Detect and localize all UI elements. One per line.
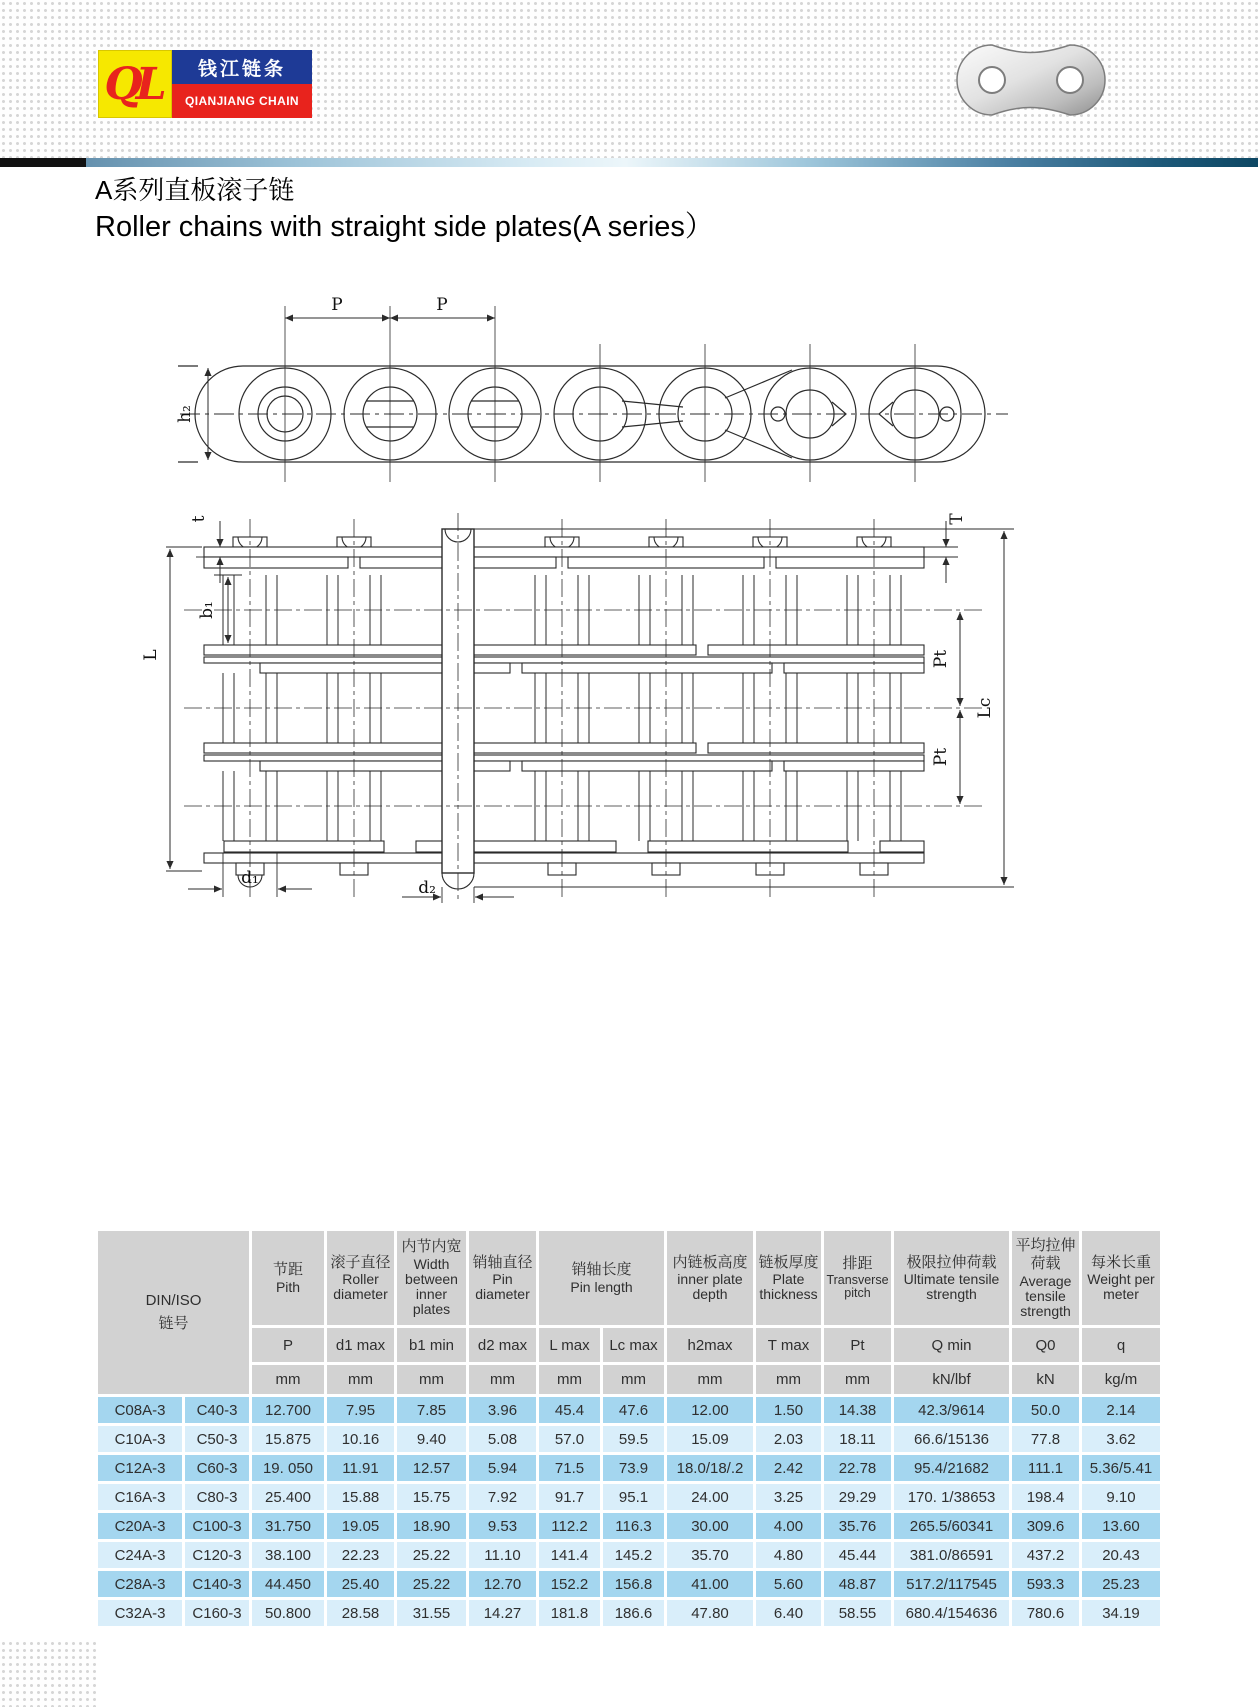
symbol-header: P bbox=[252, 1328, 324, 1362]
diagram-plan-view bbox=[140, 505, 1060, 905]
unit-header: kN/lbf bbox=[894, 1365, 1009, 1394]
table-cell: C60-3 bbox=[185, 1455, 249, 1481]
symbol-header: q bbox=[1082, 1328, 1160, 1362]
header-row-units bbox=[98, 1365, 1160, 1394]
table-cell: 5.60 bbox=[756, 1571, 821, 1597]
table-cell: 2.14 bbox=[1082, 1397, 1160, 1423]
table-cell: 437.2 bbox=[1012, 1542, 1079, 1568]
table-cell: 18.0/18/.2 bbox=[667, 1455, 753, 1481]
unit-header: mm bbox=[469, 1365, 536, 1394]
table-cell: 6.40 bbox=[756, 1600, 821, 1626]
table-cell: 198.4 bbox=[1012, 1484, 1079, 1510]
table-cell: 112.2 bbox=[539, 1513, 600, 1539]
table-cell: C16A-3 bbox=[98, 1484, 182, 1510]
plate-hole-left bbox=[979, 67, 1005, 93]
table-cell: 48.87 bbox=[824, 1571, 891, 1597]
symbol-header: T max bbox=[756, 1328, 821, 1362]
table-cell: 12.00 bbox=[667, 1397, 753, 1423]
table-cell: 30.00 bbox=[667, 1513, 753, 1539]
table-cell: 9.10 bbox=[1082, 1484, 1160, 1510]
table-cell: 25.400 bbox=[252, 1484, 324, 1510]
table-cell: 42.3/9614 bbox=[894, 1397, 1009, 1423]
table-cell: 19. 050 bbox=[252, 1455, 324, 1481]
table-row bbox=[98, 1542, 1160, 1568]
table-row bbox=[98, 1571, 1160, 1597]
table-cell: 11.10 bbox=[469, 1542, 536, 1568]
table-cell: 91.7 bbox=[539, 1484, 600, 1510]
column-header-pin-diameter: 销轴直径 Pin diameter bbox=[469, 1231, 536, 1325]
table-cell: C12A-3 bbox=[98, 1455, 182, 1481]
table-cell: 35.70 bbox=[667, 1542, 753, 1568]
table-cell: 25.23 bbox=[1082, 1571, 1160, 1597]
page-title-en: Roller chains with straight side plates(A series） bbox=[95, 211, 714, 243]
table-cell: 116.3 bbox=[603, 1513, 664, 1539]
table-cell: C80-3 bbox=[185, 1484, 249, 1510]
dim-label-p-right: P bbox=[436, 295, 448, 315]
dim-label-h2: h₂ bbox=[175, 405, 195, 423]
table-cell: 4.00 bbox=[756, 1513, 821, 1539]
table-cell: 9.40 bbox=[397, 1426, 466, 1452]
table-cell: 71.5 bbox=[539, 1455, 600, 1481]
table-cell: 29.29 bbox=[824, 1484, 891, 1510]
table-cell: 18.11 bbox=[824, 1426, 891, 1452]
column-header-pitch: 节距 Pith bbox=[252, 1231, 324, 1325]
symbol-header: Q0 bbox=[1012, 1328, 1079, 1362]
table-cell: 5.94 bbox=[469, 1455, 536, 1481]
table-cell: 10.16 bbox=[327, 1426, 394, 1452]
dim-label-d1: d₁ bbox=[241, 868, 259, 888]
header-row-groups bbox=[98, 1231, 1160, 1325]
logo-monogram: QL bbox=[104, 58, 160, 110]
dim-label-b1: b₁ bbox=[197, 601, 217, 619]
table-cell: C08A-3 bbox=[98, 1397, 182, 1423]
table-row bbox=[98, 1513, 1160, 1539]
table-cell: C140-3 bbox=[185, 1571, 249, 1597]
brand-name-en: QIANJIANG CHAIN bbox=[172, 84, 312, 118]
table-cell: 25.22 bbox=[397, 1542, 466, 1568]
symbol-header: Pt bbox=[824, 1328, 891, 1362]
table-cell: C160-3 bbox=[185, 1600, 249, 1626]
table-cell: 15.75 bbox=[397, 1484, 466, 1510]
unit-header: mm bbox=[667, 1365, 753, 1394]
table-cell: 780.6 bbox=[1012, 1600, 1079, 1626]
table-cell: C40-3 bbox=[185, 1397, 249, 1423]
symbol-header: d1 max bbox=[327, 1328, 394, 1362]
column-header-chain-no bbox=[98, 1231, 249, 1394]
table-cell: C24A-3 bbox=[98, 1542, 182, 1568]
table-cell: 57.0 bbox=[539, 1426, 600, 1452]
column-header-inner-plate-depth: 内链板高度 inner plate depth bbox=[667, 1231, 753, 1325]
diagram-side-view bbox=[140, 280, 1020, 490]
spec-table-head bbox=[98, 1231, 1160, 1394]
table-cell: 18.90 bbox=[397, 1513, 466, 1539]
dim-label-pt-upper: Pt bbox=[931, 649, 951, 669]
table-cell: 45.4 bbox=[539, 1397, 600, 1423]
table-cell: 3.25 bbox=[756, 1484, 821, 1510]
dim-label-d2: d₂ bbox=[418, 878, 436, 898]
table-cell: 41.00 bbox=[667, 1571, 753, 1597]
spec-table-body bbox=[98, 1397, 1160, 1626]
symbol-header: Q min bbox=[894, 1328, 1009, 1362]
unit-header: mm bbox=[824, 1365, 891, 1394]
dim-label-T: T bbox=[947, 513, 967, 525]
divider-bar bbox=[0, 158, 1258, 167]
table-cell: 50.0 bbox=[1012, 1397, 1079, 1423]
divider-black-segment bbox=[0, 158, 86, 167]
table-cell: 50.800 bbox=[252, 1600, 324, 1626]
unit-header: mm bbox=[397, 1365, 466, 1394]
table-cell: 2.03 bbox=[756, 1426, 821, 1452]
table-cell: 11.91 bbox=[327, 1455, 394, 1481]
symbol-header: L max bbox=[539, 1328, 600, 1362]
table-cell: 38.100 bbox=[252, 1542, 324, 1568]
table-row bbox=[98, 1600, 1160, 1626]
page-title-cn: A系列直板滚子链 bbox=[95, 175, 295, 205]
dim-label-p-left: P bbox=[331, 295, 343, 315]
company-logo bbox=[98, 50, 312, 118]
dim-label-L: L bbox=[141, 649, 161, 661]
symbol-header: h2max bbox=[667, 1328, 753, 1362]
table-cell: C100-3 bbox=[185, 1513, 249, 1539]
table-cell: 24.00 bbox=[667, 1484, 753, 1510]
chain-no-label-en: DIN/ISO bbox=[145, 1292, 202, 1309]
table-cell: 3.96 bbox=[469, 1397, 536, 1423]
table-cell: C10A-3 bbox=[98, 1426, 182, 1452]
logo-monogram-box bbox=[98, 50, 172, 118]
unit-header: mm bbox=[603, 1365, 664, 1394]
table-cell: 7.85 bbox=[397, 1397, 466, 1423]
table-cell: 77.8 bbox=[1012, 1426, 1079, 1452]
table-row bbox=[98, 1484, 1160, 1510]
plate-hole-right bbox=[1057, 67, 1083, 93]
table-cell: 13.60 bbox=[1082, 1513, 1160, 1539]
table-cell: 141.4 bbox=[539, 1542, 600, 1568]
spec-table bbox=[95, 1228, 1163, 1629]
table-cell: C50-3 bbox=[185, 1426, 249, 1452]
table-cell: 4.80 bbox=[756, 1542, 821, 1568]
table-row bbox=[98, 1426, 1160, 1452]
chain-plate-image bbox=[950, 42, 1115, 120]
table-cell: C28A-3 bbox=[98, 1571, 182, 1597]
unit-header: kN bbox=[1012, 1365, 1079, 1394]
table-cell: 2.42 bbox=[756, 1455, 821, 1481]
table-cell: 66.6/15136 bbox=[894, 1426, 1009, 1452]
column-header-inner-width: 内节内宽 Width between inner plates bbox=[397, 1231, 466, 1325]
table-cell: C32A-3 bbox=[98, 1600, 182, 1626]
table-cell: 35.76 bbox=[824, 1513, 891, 1539]
table-cell: 381.0/86591 bbox=[894, 1542, 1009, 1568]
logo-wordmark bbox=[172, 50, 312, 118]
dim-label-Lc: Lc bbox=[975, 697, 995, 719]
table-cell: 58.55 bbox=[824, 1600, 891, 1626]
table-cell: 265.5/60341 bbox=[894, 1513, 1009, 1539]
table-cell: 593.3 bbox=[1012, 1571, 1079, 1597]
table-cell: 145.2 bbox=[603, 1542, 664, 1568]
column-header-plate-thickness: 链板厚度 Plate thickness bbox=[756, 1231, 821, 1325]
divider-blue-gradient bbox=[86, 158, 1258, 167]
table-row bbox=[98, 1397, 1160, 1423]
table-cell: 59.5 bbox=[603, 1426, 664, 1452]
table-cell: 12.57 bbox=[397, 1455, 466, 1481]
table-cell: 95.1 bbox=[603, 1484, 664, 1510]
table-cell: 517.2/117545 bbox=[894, 1571, 1009, 1597]
column-header-roller-diameter: 滚子直径 Roller diameter bbox=[327, 1231, 394, 1325]
table-cell: 5.36/5.41 bbox=[1082, 1455, 1160, 1481]
table-cell: 47.6 bbox=[603, 1397, 664, 1423]
table-cell: 22.23 bbox=[327, 1542, 394, 1568]
table-cell: 19.05 bbox=[327, 1513, 394, 1539]
header-row-symbols bbox=[98, 1328, 1160, 1362]
table-cell: 15.88 bbox=[327, 1484, 394, 1510]
table-cell: 14.27 bbox=[469, 1600, 536, 1626]
table-cell: 9.53 bbox=[469, 1513, 536, 1539]
table-cell: 12.700 bbox=[252, 1397, 324, 1423]
table-cell: 14.38 bbox=[824, 1397, 891, 1423]
bottom-left-pattern bbox=[0, 1640, 96, 1707]
table-cell: 15.875 bbox=[252, 1426, 324, 1452]
table-cell: 7.92 bbox=[469, 1484, 536, 1510]
table-cell: 22.78 bbox=[824, 1455, 891, 1481]
table-cell: 181.8 bbox=[539, 1600, 600, 1626]
table-cell: 34.19 bbox=[1082, 1600, 1160, 1626]
table-cell: 3.62 bbox=[1082, 1426, 1160, 1452]
table-cell: 25.22 bbox=[397, 1571, 466, 1597]
table-cell: C20A-3 bbox=[98, 1513, 182, 1539]
table-cell: 111.1 bbox=[1012, 1455, 1079, 1481]
table-cell: 73.9 bbox=[603, 1455, 664, 1481]
table-cell: 170. 1/38653 bbox=[894, 1484, 1009, 1510]
chain-no-label-cn: 链号 bbox=[158, 1314, 189, 1332]
unit-header: mm bbox=[327, 1365, 394, 1394]
unit-header: mm bbox=[756, 1365, 821, 1394]
table-cell: 156.8 bbox=[603, 1571, 664, 1597]
table-cell: 5.08 bbox=[469, 1426, 536, 1452]
column-header-weight: 每米长重 Weight per meter bbox=[1082, 1231, 1160, 1325]
table-cell: 15.09 bbox=[667, 1426, 753, 1452]
table-cell: 680.4/154636 bbox=[894, 1600, 1009, 1626]
table-cell: 28.58 bbox=[327, 1600, 394, 1626]
brand-name-cn: 钱江链条 bbox=[172, 50, 312, 84]
table-cell: 25.40 bbox=[327, 1571, 394, 1597]
unit-header: mm bbox=[539, 1365, 600, 1394]
dim-label-pt-lower: Pt bbox=[931, 747, 951, 767]
symbol-header: b1 min bbox=[397, 1328, 466, 1362]
dim-label-t: t bbox=[189, 515, 209, 523]
unit-header: mm bbox=[252, 1365, 324, 1394]
column-header-transverse-pitch: 排距 Transverse pitch bbox=[824, 1231, 891, 1325]
table-cell: 95.4/21682 bbox=[894, 1455, 1009, 1481]
column-header-pin-length: 销轴长度 Pin length bbox=[539, 1231, 664, 1325]
table-cell: 186.6 bbox=[603, 1600, 664, 1626]
plan-view-linework bbox=[166, 521, 1014, 903]
column-header-ultimate-strength: 极限拉伸荷载 Ultimate tensile strength bbox=[894, 1231, 1009, 1325]
table-cell: 31.750 bbox=[252, 1513, 324, 1539]
table-cell: 20.43 bbox=[1082, 1542, 1160, 1568]
unit-header: kg/m bbox=[1082, 1365, 1160, 1394]
table-cell: 31.55 bbox=[397, 1600, 466, 1626]
table-cell: 44.450 bbox=[252, 1571, 324, 1597]
symbol-header: Lc max bbox=[603, 1328, 664, 1362]
symbol-header: d2 max bbox=[469, 1328, 536, 1362]
table-cell: 47.80 bbox=[667, 1600, 753, 1626]
table-cell: 45.44 bbox=[824, 1542, 891, 1568]
table-cell: C120-3 bbox=[185, 1542, 249, 1568]
table-cell: 7.95 bbox=[327, 1397, 394, 1423]
table-cell: 1.50 bbox=[756, 1397, 821, 1423]
column-header-average-strength: 平均拉伸荷载 Average tensile strength bbox=[1012, 1231, 1079, 1325]
table-cell: 12.70 bbox=[469, 1571, 536, 1597]
table-cell: 309.6 bbox=[1012, 1513, 1079, 1539]
table-row bbox=[98, 1455, 1160, 1481]
table-cell: 152.2 bbox=[539, 1571, 600, 1597]
